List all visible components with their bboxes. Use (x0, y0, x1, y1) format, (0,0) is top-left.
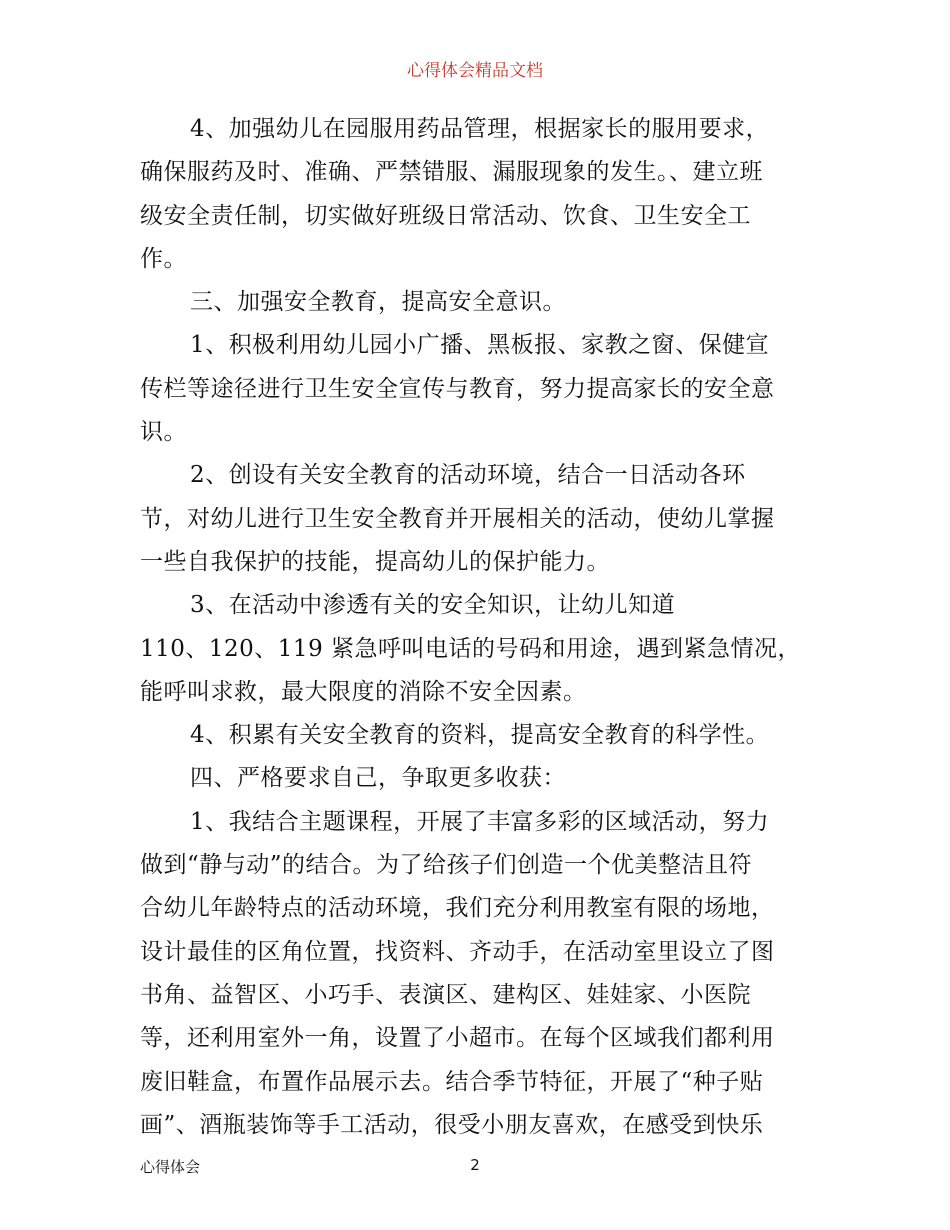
body-line: 确保服药及时、准确、严禁错服、漏服现象的发生。、建立班 (140, 159, 763, 186)
section-heading: 四、严格要求自己，争取更多收获： (190, 765, 566, 792)
body-line: 等，还利用室外一角，设置了小超市。在每个区域我们都利用 (140, 1025, 775, 1052)
body-line: 画”、酒瓶装饰等手工活动，很受小朋友喜欢，在感受到快乐 (140, 1111, 764, 1138)
body-line: 2、创设有关安全教育的活动环境，结合一日活动各环 (190, 462, 746, 489)
document-body (140, 108, 812, 1147)
body-line: 1、积极利用幼儿园小广播、黑板报、家教之窗、保健宣 (190, 332, 770, 359)
body-line: 识。 (140, 419, 187, 446)
body-line: 一些自我保护的技能，提高幼儿的保护能力。 (140, 548, 610, 575)
body-line: 作。 (140, 245, 187, 272)
section-heading: 三、加强安全教育，提高安全意识。 (190, 289, 566, 316)
document-header-title: 心得体会精品文档 (407, 61, 543, 81)
body-line: 废旧鞋盒，布置作品展示去。结合季节特征，开展了“种子贴 (140, 1068, 764, 1095)
body-line: 设计最佳的区角位置，找资料、齐动手，在活动室里设立了图 (140, 938, 775, 965)
body-line: 合幼儿年龄特点的活动环境，我们充分利用教室有限的场地， (140, 895, 775, 922)
body-line: 能呼叫求救，最大限度的消除不安全因素。 (140, 678, 587, 705)
footer-label: 心得体会 (140, 1158, 201, 1176)
body-line: 3、在活动中渗透有关的安全知识，让幼儿知道 (190, 592, 676, 619)
body-line: 1、我结合主题课程，开展了丰富多彩的区域活动，努力 (190, 808, 770, 835)
body-line: 4、加强幼儿在园服用药品管理，根据家长的服用要求， (190, 116, 770, 142)
page-number: 2 (470, 1156, 480, 1174)
body-line: 级安全责任制，切实做好班级日常活动、饮食、卫生安全工 (140, 202, 751, 229)
body-line: 传栏等途径进行卫生安全宣传与教育，努力提高家长的安全意 (140, 375, 775, 402)
body-line: 4、积累有关安全教育的资料，提高安全教育的科学性。 (190, 722, 770, 749)
body-line: 110、120、119 紧急呼叫电话的号码和用途，遇到紧急情况， (140, 635, 802, 662)
body-line: 书角、益智区、小巧手、表演区、建构区、娃娃家、小医院 (140, 981, 751, 1008)
body-line: 节，对幼儿进行卫生安全教育并开展相关的活动，使幼儿掌握 (140, 505, 775, 532)
body-line: 做到“静与动”的结合。为了给孩子们创造一个优美整洁且符 (140, 852, 753, 879)
